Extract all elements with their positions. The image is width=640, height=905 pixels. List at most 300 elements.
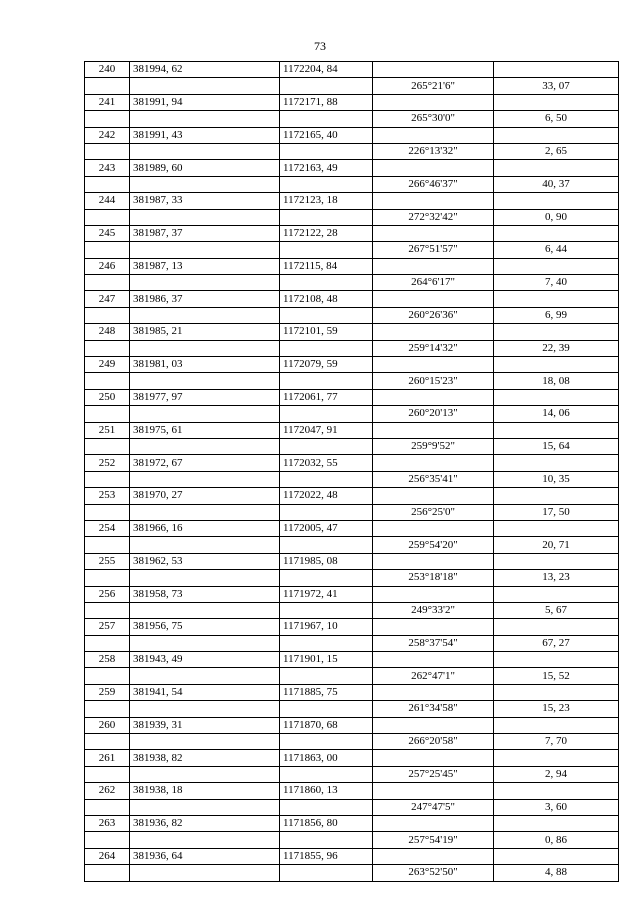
distance-cell: 3, 60 xyxy=(494,799,619,815)
direction-angle-cell: 261°34'58" xyxy=(373,701,494,717)
distance-cell: 33, 07 xyxy=(494,78,619,94)
empty-cell xyxy=(85,78,130,94)
empty-cell xyxy=(494,389,619,405)
y-coordinate-cell: 1171863, 00 xyxy=(280,750,373,766)
point-number-cell: 253 xyxy=(85,488,130,504)
empty-cell xyxy=(373,324,494,340)
segment-row xyxy=(85,537,619,553)
direction-angle-cell: 272°32'42" xyxy=(373,209,494,225)
x-coordinate-cell: 381985, 21 xyxy=(130,324,280,340)
empty-cell xyxy=(280,734,373,750)
empty-cell xyxy=(130,143,280,159)
direction-angle-cell: 257°54'19" xyxy=(373,832,494,848)
empty-cell xyxy=(130,471,280,487)
empty-cell xyxy=(85,635,130,651)
empty-cell xyxy=(373,193,494,209)
empty-cell xyxy=(280,537,373,553)
coordinates-table-body xyxy=(85,62,619,882)
empty-cell xyxy=(130,176,280,192)
segment-row xyxy=(85,438,619,454)
direction-angle-cell: 259°14'32" xyxy=(373,340,494,356)
empty-cell xyxy=(130,537,280,553)
distance-cell: 5, 67 xyxy=(494,602,619,618)
empty-cell xyxy=(373,783,494,799)
empty-cell xyxy=(130,701,280,717)
empty-cell xyxy=(494,357,619,373)
empty-cell xyxy=(85,176,130,192)
empty-cell xyxy=(373,422,494,438)
empty-cell xyxy=(373,520,494,536)
empty-cell xyxy=(130,865,280,881)
empty-cell xyxy=(130,438,280,454)
empty-cell xyxy=(494,291,619,307)
empty-cell xyxy=(280,78,373,94)
empty-cell xyxy=(494,455,619,471)
empty-cell xyxy=(494,652,619,668)
empty-cell xyxy=(85,242,130,258)
segment-row xyxy=(85,111,619,127)
empty-cell xyxy=(85,504,130,520)
point-number-cell: 255 xyxy=(85,553,130,569)
point-row xyxy=(85,750,619,766)
empty-cell xyxy=(373,652,494,668)
distance-cell: 6, 99 xyxy=(494,307,619,323)
empty-cell xyxy=(373,127,494,143)
empty-cell xyxy=(85,602,130,618)
point-row xyxy=(85,553,619,569)
x-coordinate-cell: 381936, 82 xyxy=(130,815,280,831)
segment-row xyxy=(85,602,619,618)
x-coordinate-cell: 381987, 37 xyxy=(130,225,280,241)
distance-cell: 10, 35 xyxy=(494,471,619,487)
empty-cell xyxy=(85,570,130,586)
direction-angle-cell: 265°30'0" xyxy=(373,111,494,127)
empty-cell xyxy=(280,143,373,159)
direction-angle-cell: 226°13'32" xyxy=(373,143,494,159)
empty-cell xyxy=(494,520,619,536)
empty-cell xyxy=(280,176,373,192)
empty-cell xyxy=(494,783,619,799)
y-coordinate-cell: 1172171, 88 xyxy=(280,94,373,110)
distance-cell: 2, 94 xyxy=(494,766,619,782)
segment-row xyxy=(85,176,619,192)
distance-cell: 40, 37 xyxy=(494,176,619,192)
y-coordinate-cell: 1171967, 10 xyxy=(280,619,373,635)
empty-cell xyxy=(280,602,373,618)
point-number-cell: 264 xyxy=(85,848,130,864)
segment-row xyxy=(85,570,619,586)
segment-row xyxy=(85,504,619,520)
direction-angle-cell: 256°35'41" xyxy=(373,471,494,487)
empty-cell xyxy=(130,570,280,586)
x-coordinate-cell: 381943, 49 xyxy=(130,652,280,668)
y-coordinate-cell: 1172061, 77 xyxy=(280,389,373,405)
y-coordinate-cell: 1172165, 40 xyxy=(280,127,373,143)
direction-angle-cell: 259°9'52" xyxy=(373,438,494,454)
y-coordinate-cell: 1171901, 15 xyxy=(280,652,373,668)
point-number-cell: 241 xyxy=(85,94,130,110)
point-number-cell: 249 xyxy=(85,357,130,373)
empty-cell xyxy=(373,848,494,864)
empty-cell xyxy=(494,488,619,504)
direction-angle-cell: 263°52'50" xyxy=(373,865,494,881)
empty-cell xyxy=(85,438,130,454)
distance-cell: 4, 88 xyxy=(494,865,619,881)
empty-cell xyxy=(85,406,130,422)
point-row xyxy=(85,62,619,78)
segment-row xyxy=(85,635,619,651)
point-number-cell: 259 xyxy=(85,684,130,700)
direction-angle-cell: 253°18'18" xyxy=(373,570,494,586)
point-row xyxy=(85,684,619,700)
empty-cell xyxy=(280,340,373,356)
x-coordinate-cell: 381956, 75 xyxy=(130,619,280,635)
segment-row xyxy=(85,242,619,258)
empty-cell xyxy=(85,373,130,389)
point-number-cell: 258 xyxy=(85,652,130,668)
y-coordinate-cell: 1172115, 84 xyxy=(280,258,373,274)
point-row xyxy=(85,848,619,864)
empty-cell xyxy=(494,94,619,110)
empty-cell xyxy=(373,357,494,373)
distance-cell: 6, 44 xyxy=(494,242,619,258)
x-coordinate-cell: 381936, 64 xyxy=(130,848,280,864)
empty-cell xyxy=(280,307,373,323)
y-coordinate-cell: 1172047, 91 xyxy=(280,422,373,438)
direction-angle-cell: 260°26'36" xyxy=(373,307,494,323)
x-coordinate-cell: 381938, 82 xyxy=(130,750,280,766)
empty-cell xyxy=(85,799,130,815)
point-row xyxy=(85,389,619,405)
y-coordinate-cell: 1171972, 41 xyxy=(280,586,373,602)
point-row xyxy=(85,783,619,799)
point-row xyxy=(85,160,619,176)
y-coordinate-cell: 1172108, 48 xyxy=(280,291,373,307)
x-coordinate-cell: 381941, 54 xyxy=(130,684,280,700)
empty-cell xyxy=(130,635,280,651)
empty-cell xyxy=(494,815,619,831)
point-row xyxy=(85,127,619,143)
empty-cell xyxy=(85,865,130,881)
empty-cell xyxy=(373,488,494,504)
empty-cell xyxy=(494,258,619,274)
page-number: 73 xyxy=(314,39,326,53)
empty-cell xyxy=(130,799,280,815)
point-row xyxy=(85,520,619,536)
segment-row xyxy=(85,307,619,323)
y-coordinate-cell: 1172123, 18 xyxy=(280,193,373,209)
empty-cell xyxy=(373,586,494,602)
empty-cell xyxy=(130,406,280,422)
point-number-cell: 262 xyxy=(85,783,130,799)
direction-angle-cell: 257°25'45" xyxy=(373,766,494,782)
empty-cell xyxy=(280,242,373,258)
empty-cell xyxy=(85,537,130,553)
distance-cell: 7, 40 xyxy=(494,275,619,291)
y-coordinate-cell: 1171860, 13 xyxy=(280,783,373,799)
x-coordinate-cell: 381989, 60 xyxy=(130,160,280,176)
empty-cell xyxy=(494,684,619,700)
empty-cell xyxy=(85,832,130,848)
x-coordinate-cell: 381987, 13 xyxy=(130,258,280,274)
empty-cell xyxy=(373,258,494,274)
point-row xyxy=(85,225,619,241)
x-coordinate-cell: 381966, 16 xyxy=(130,520,280,536)
y-coordinate-cell: 1171856, 80 xyxy=(280,815,373,831)
direction-angle-cell: 249°33'2" xyxy=(373,602,494,618)
point-number-cell: 240 xyxy=(85,62,130,78)
segment-row xyxy=(85,143,619,159)
empty-cell xyxy=(280,799,373,815)
empty-cell xyxy=(130,307,280,323)
direction-angle-cell: 265°21'6" xyxy=(373,78,494,94)
point-row xyxy=(85,94,619,110)
y-coordinate-cell: 1172005, 47 xyxy=(280,520,373,536)
point-number-cell: 263 xyxy=(85,815,130,831)
point-number-cell: 244 xyxy=(85,193,130,209)
empty-cell xyxy=(280,701,373,717)
empty-cell xyxy=(130,275,280,291)
y-coordinate-cell: 1172163, 49 xyxy=(280,160,373,176)
empty-cell xyxy=(494,717,619,733)
empty-cell xyxy=(373,291,494,307)
y-coordinate-cell: 1172032, 55 xyxy=(280,455,373,471)
empty-cell xyxy=(373,815,494,831)
point-row xyxy=(85,258,619,274)
point-row xyxy=(85,619,619,635)
x-coordinate-cell: 381991, 94 xyxy=(130,94,280,110)
empty-cell xyxy=(85,734,130,750)
point-number-cell: 246 xyxy=(85,258,130,274)
empty-cell xyxy=(130,373,280,389)
distance-cell: 2, 65 xyxy=(494,143,619,159)
empty-cell xyxy=(494,586,619,602)
point-row xyxy=(85,422,619,438)
empty-cell xyxy=(130,766,280,782)
x-coordinate-cell: 381958, 73 xyxy=(130,586,280,602)
direction-angle-cell: 266°46'37" xyxy=(373,176,494,192)
empty-cell xyxy=(85,766,130,782)
distance-cell: 15, 23 xyxy=(494,701,619,717)
point-row xyxy=(85,357,619,373)
point-number-cell: 243 xyxy=(85,160,130,176)
empty-cell xyxy=(280,766,373,782)
y-coordinate-cell: 1172101, 59 xyxy=(280,324,373,340)
empty-cell xyxy=(130,668,280,684)
distance-cell: 17, 50 xyxy=(494,504,619,520)
direction-angle-cell: 267°51'57" xyxy=(373,242,494,258)
empty-cell xyxy=(373,160,494,176)
y-coordinate-cell: 1171870, 68 xyxy=(280,717,373,733)
empty-cell xyxy=(494,324,619,340)
coordinates-table xyxy=(84,61,619,882)
segment-row xyxy=(85,471,619,487)
segment-row xyxy=(85,734,619,750)
distance-cell: 15, 52 xyxy=(494,668,619,684)
y-coordinate-cell: 1172022, 48 xyxy=(280,488,373,504)
empty-cell xyxy=(494,225,619,241)
point-number-cell: 247 xyxy=(85,291,130,307)
empty-cell xyxy=(280,438,373,454)
distance-cell: 67, 27 xyxy=(494,635,619,651)
point-number-cell: 251 xyxy=(85,422,130,438)
empty-cell xyxy=(85,471,130,487)
point-row xyxy=(85,488,619,504)
y-coordinate-cell: 1172122, 28 xyxy=(280,225,373,241)
empty-cell xyxy=(280,635,373,651)
x-coordinate-cell: 381975, 61 xyxy=(130,422,280,438)
y-coordinate-cell: 1172204, 84 xyxy=(280,62,373,78)
empty-cell xyxy=(494,619,619,635)
empty-cell xyxy=(494,62,619,78)
direction-angle-cell: 256°25'0" xyxy=(373,504,494,520)
distance-cell: 0, 86 xyxy=(494,832,619,848)
distance-cell: 22, 39 xyxy=(494,340,619,356)
empty-cell xyxy=(494,422,619,438)
segment-row xyxy=(85,668,619,684)
segment-row xyxy=(85,799,619,815)
direction-angle-cell: 260°15'23" xyxy=(373,373,494,389)
empty-cell xyxy=(373,750,494,766)
distance-cell: 7, 70 xyxy=(494,734,619,750)
point-number-cell: 256 xyxy=(85,586,130,602)
segment-row xyxy=(85,78,619,94)
empty-cell xyxy=(130,78,280,94)
empty-cell xyxy=(280,668,373,684)
empty-cell xyxy=(85,209,130,225)
segment-row xyxy=(85,766,619,782)
segment-row xyxy=(85,275,619,291)
point-number-cell: 261 xyxy=(85,750,130,766)
x-coordinate-cell: 381977, 97 xyxy=(130,389,280,405)
empty-cell xyxy=(85,340,130,356)
distance-cell: 15, 64 xyxy=(494,438,619,454)
empty-cell xyxy=(373,94,494,110)
point-number-cell: 254 xyxy=(85,520,130,536)
empty-cell xyxy=(373,389,494,405)
distance-cell: 14, 06 xyxy=(494,406,619,422)
segment-row xyxy=(85,406,619,422)
empty-cell xyxy=(130,602,280,618)
empty-cell xyxy=(373,62,494,78)
empty-cell xyxy=(130,340,280,356)
empty-cell xyxy=(373,225,494,241)
direction-angle-cell: 260°20'13" xyxy=(373,406,494,422)
empty-cell xyxy=(280,832,373,848)
direction-angle-cell: 247°47'5" xyxy=(373,799,494,815)
empty-cell xyxy=(373,684,494,700)
empty-cell xyxy=(85,701,130,717)
empty-cell xyxy=(85,275,130,291)
empty-cell xyxy=(280,373,373,389)
empty-cell xyxy=(280,111,373,127)
direction-angle-cell: 266°20'58" xyxy=(373,734,494,750)
point-number-cell: 257 xyxy=(85,619,130,635)
empty-cell xyxy=(494,160,619,176)
empty-cell xyxy=(85,143,130,159)
direction-angle-cell: 264°6'17" xyxy=(373,275,494,291)
distance-cell: 0, 90 xyxy=(494,209,619,225)
x-coordinate-cell: 381972, 67 xyxy=(130,455,280,471)
empty-cell xyxy=(85,668,130,684)
x-coordinate-cell: 381939, 31 xyxy=(130,717,280,733)
point-row xyxy=(85,291,619,307)
empty-cell xyxy=(280,209,373,225)
point-number-cell: 242 xyxy=(85,127,130,143)
direction-angle-cell: 258°37'54" xyxy=(373,635,494,651)
x-coordinate-cell: 381986, 37 xyxy=(130,291,280,307)
distance-cell: 13, 23 xyxy=(494,570,619,586)
x-coordinate-cell: 381994, 62 xyxy=(130,62,280,78)
point-row xyxy=(85,652,619,668)
empty-cell xyxy=(130,209,280,225)
empty-cell xyxy=(85,111,130,127)
empty-cell xyxy=(130,242,280,258)
segment-row xyxy=(85,832,619,848)
point-number-cell: 245 xyxy=(85,225,130,241)
point-number-cell: 252 xyxy=(85,455,130,471)
x-coordinate-cell: 381987, 33 xyxy=(130,193,280,209)
empty-cell xyxy=(494,193,619,209)
point-row xyxy=(85,324,619,340)
empty-cell xyxy=(494,750,619,766)
direction-angle-cell: 262°47'1" xyxy=(373,668,494,684)
distance-cell: 6, 50 xyxy=(494,111,619,127)
segment-row xyxy=(85,340,619,356)
x-coordinate-cell: 381962, 53 xyxy=(130,553,280,569)
point-row xyxy=(85,815,619,831)
segment-row xyxy=(85,865,619,881)
y-coordinate-cell: 1172079, 59 xyxy=(280,357,373,373)
y-coordinate-cell: 1171885, 75 xyxy=(280,684,373,700)
point-row xyxy=(85,455,619,471)
empty-cell xyxy=(85,307,130,323)
empty-cell xyxy=(280,504,373,520)
distance-cell: 18, 08 xyxy=(494,373,619,389)
empty-cell xyxy=(280,275,373,291)
point-number-cell: 260 xyxy=(85,717,130,733)
empty-cell xyxy=(130,111,280,127)
point-number-cell: 250 xyxy=(85,389,130,405)
segment-row xyxy=(85,373,619,389)
empty-cell xyxy=(280,570,373,586)
empty-cell xyxy=(373,717,494,733)
empty-cell xyxy=(130,504,280,520)
empty-cell xyxy=(130,832,280,848)
segment-row xyxy=(85,209,619,225)
x-coordinate-cell: 381970, 27 xyxy=(130,488,280,504)
distance-cell: 20, 71 xyxy=(494,537,619,553)
empty-cell xyxy=(280,471,373,487)
empty-cell xyxy=(280,865,373,881)
segment-row xyxy=(85,701,619,717)
empty-cell xyxy=(373,455,494,471)
empty-cell xyxy=(494,553,619,569)
y-coordinate-cell: 1171985, 08 xyxy=(280,553,373,569)
empty-cell xyxy=(494,127,619,143)
empty-cell xyxy=(494,848,619,864)
point-row xyxy=(85,193,619,209)
x-coordinate-cell: 381981, 03 xyxy=(130,357,280,373)
empty-cell xyxy=(373,619,494,635)
empty-cell xyxy=(280,406,373,422)
empty-cell xyxy=(130,734,280,750)
direction-angle-cell: 259°54'20" xyxy=(373,537,494,553)
point-number-cell: 248 xyxy=(85,324,130,340)
x-coordinate-cell: 381991, 43 xyxy=(130,127,280,143)
point-row xyxy=(85,717,619,733)
empty-cell xyxy=(373,553,494,569)
